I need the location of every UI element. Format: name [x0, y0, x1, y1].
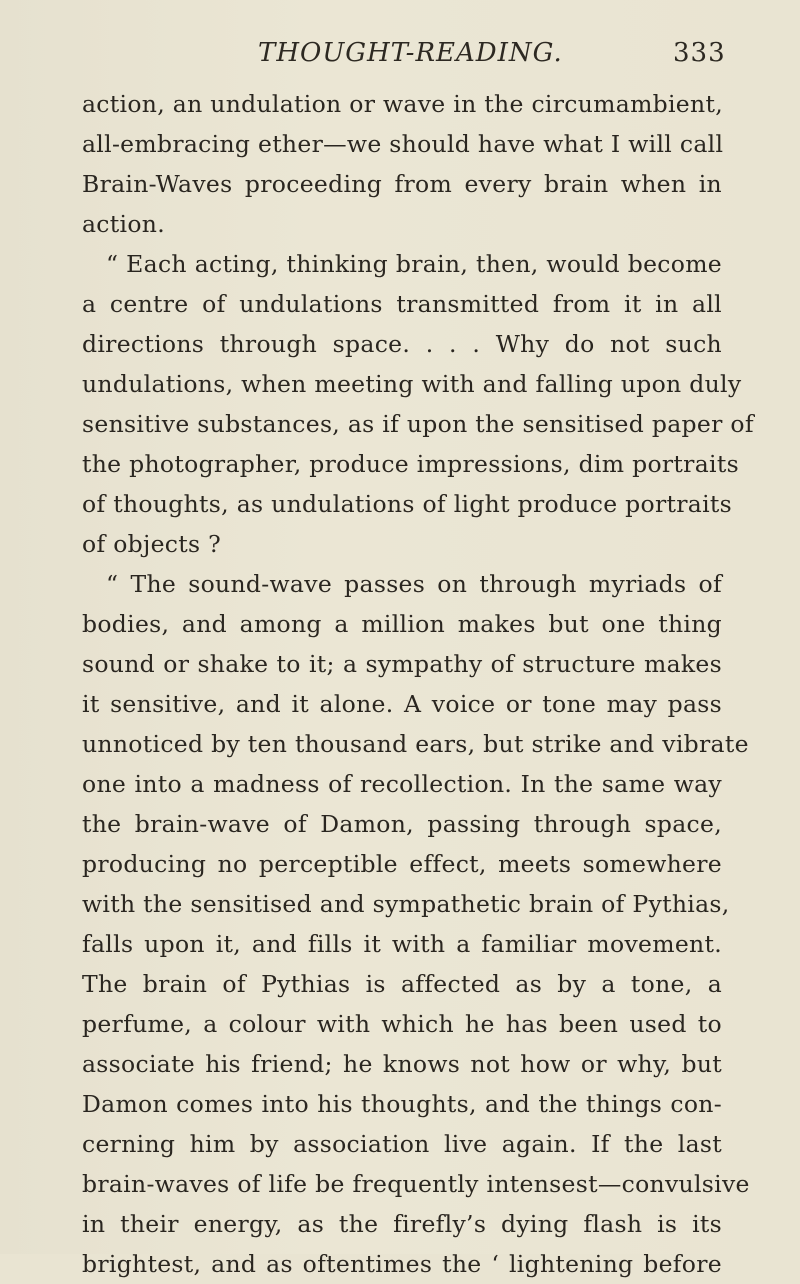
page-header — [0, 38, 800, 78]
text-line: the photographer, produce impressions, dim portraits — [82, 450, 739, 478]
text-line: producing no perceptible effect, meets somewhere — [82, 850, 722, 878]
text-line: brightest, and as oftentimes the ‘ lightening before — [82, 1250, 722, 1278]
text-line: action. — [82, 210, 165, 238]
text-line: sensitive substances, as if upon the sensitised paper of — [82, 410, 754, 438]
text-line: with the sensitised and sympathetic brain of Pythias, — [82, 890, 730, 918]
text-line: the brain-wave of Damon, passing through space, — [82, 810, 722, 838]
page-number: 333 — [673, 38, 726, 68]
text-line: Brain-Waves proceeding from every brain when in — [82, 170, 722, 198]
running-title: THOUGHT-READING. — [258, 38, 563, 68]
text-line: of thoughts, as undulations of light produce portraits — [82, 490, 732, 518]
text-line: The brain of Pythias is affected as by a tone, a — [82, 970, 722, 998]
text-line: falls upon it, and fills it with a familiar movement. — [82, 930, 722, 958]
text-line: all-embracing ether—we should have what I will call — [82, 130, 724, 158]
text-line: “ The sound-wave passes on through myriads of — [106, 570, 722, 598]
text-line: bodies, and among a million makes but one thing — [82, 610, 722, 638]
body-text — [82, 84, 754, 1284]
text-line: directions through space. . . . Why do not such — [82, 330, 722, 358]
text-line: perfume, a colour with which he has been used to — [82, 1010, 722, 1038]
text-line: one into a madness of recollection. In the same way — [82, 770, 722, 798]
text-line: undulations, when meeting with and falling upon duly — [82, 370, 742, 398]
text-line: “ Each acting, thinking brain, then, would become — [106, 250, 722, 278]
text-line: action, an undulation or wave in the circumambient, — [82, 90, 723, 118]
text-line: Damon comes into his thoughts, and the things con- — [82, 1090, 722, 1118]
text-line: it sensitive, and it alone. A voice or tone may pass — [82, 690, 722, 718]
text-line: cerning him by association live again. If the last — [82, 1130, 722, 1158]
text-line: in their energy, as the firefly’s dying flash is its — [82, 1210, 722, 1238]
text-line: sound or shake to it; a sympathy of structure makes — [82, 650, 722, 678]
text-line: a centre of undulations transmitted from it in all — [82, 290, 722, 318]
text-line: unnoticed by ten thousand ears, but strike and vibrate — [82, 730, 749, 758]
text-line: of objects ? — [82, 530, 222, 558]
text-line: associate his friend; he knows not how or why, but — [82, 1050, 722, 1078]
text-line: brain-waves of life be frequently intensest—convulsive — [82, 1170, 750, 1198]
